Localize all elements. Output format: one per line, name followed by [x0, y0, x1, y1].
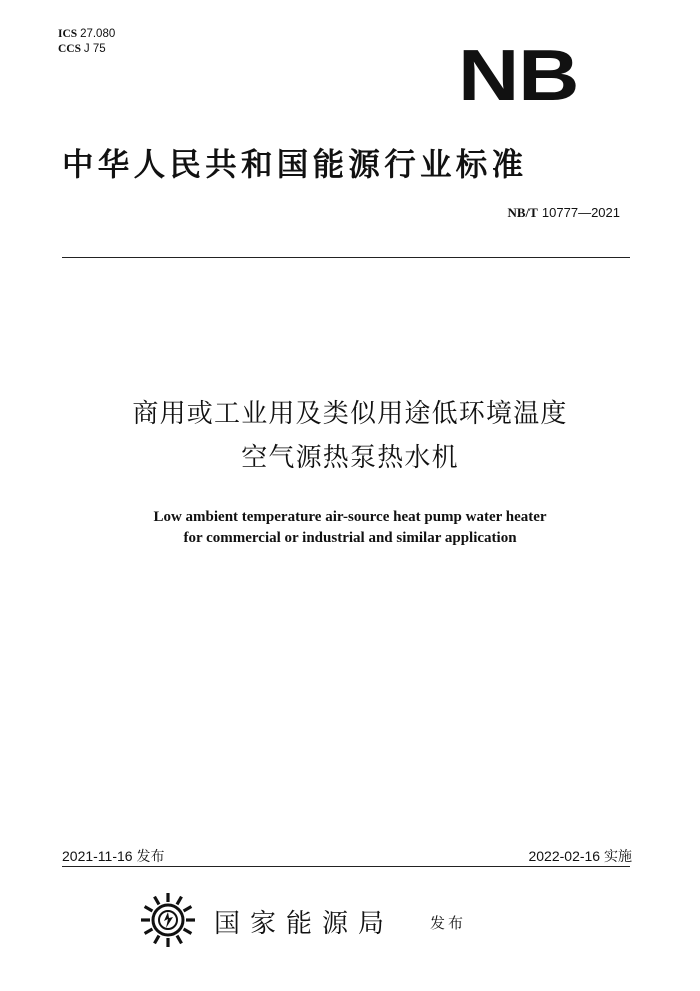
publish-date: 2021-11-16 发布 [62, 848, 165, 864]
classification-codes [58, 27, 115, 57]
issuer-suffix: 发布 [430, 914, 467, 932]
standard-number [507, 205, 620, 221]
ics-code [58, 27, 115, 42]
standard-number-value: 10777—2021 [541, 205, 620, 220]
implement-date: 2022-02-16 实施 [528, 848, 632, 864]
ics-prefix: ICS [58, 28, 78, 40]
english-title-line-1: Low ambient temperature air-source heat pump water heater [153, 509, 547, 525]
ccs-code [58, 42, 115, 57]
issuer-name: 国家能源局 [214, 909, 395, 939]
nb-logo: NB [458, 36, 579, 116]
top-divider [62, 257, 630, 258]
ccs-number: J 75 [83, 43, 106, 55]
bottom-divider [62, 866, 630, 867]
standard-category-title: 中华人民共和国能源行业标准 [62, 147, 528, 183]
chinese-title-line-2: 空气源热泵热水机 [241, 443, 459, 473]
nea-emblem-icon [140, 892, 196, 948]
chinese-title-line-1: 商用或工业用及类似用途低环境温度 [132, 399, 568, 429]
ics-number: 27.080 [80, 28, 116, 40]
english-title-line-2: for commercial or industrial and similar application [183, 530, 517, 546]
standard-number-prefix: NB/T [507, 205, 538, 220]
ccs-prefix: CCS [58, 43, 82, 55]
